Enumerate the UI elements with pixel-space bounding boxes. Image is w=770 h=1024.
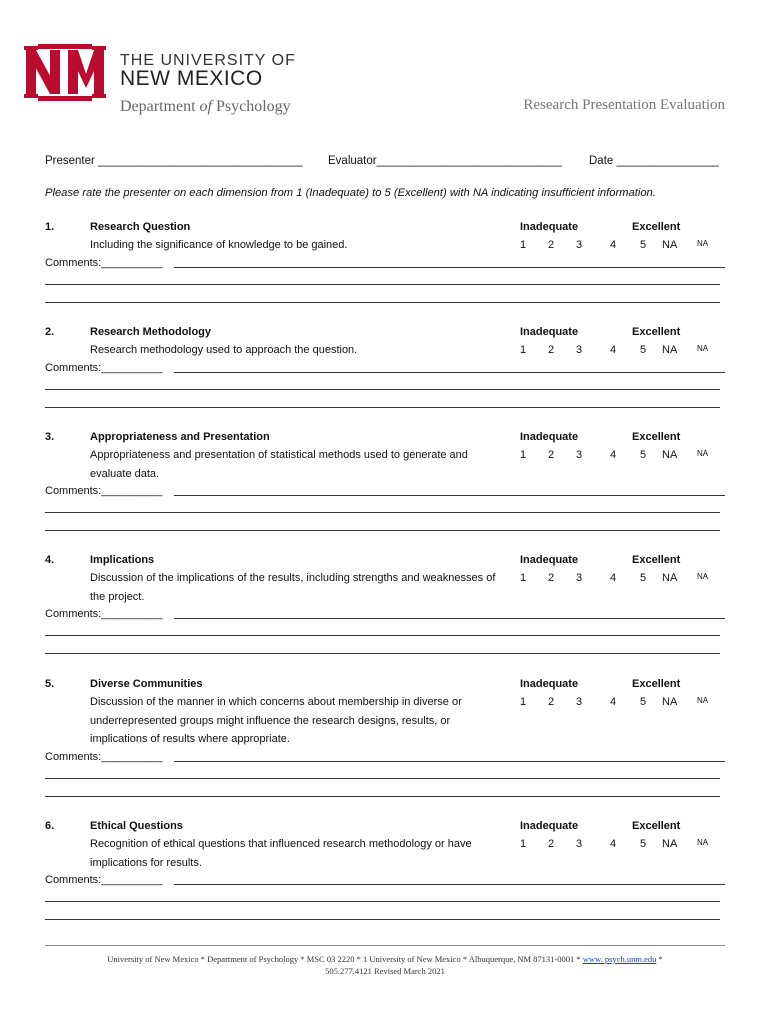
comments-line-2[interactable] bbox=[45, 635, 720, 636]
rating-4[interactable]: 4 bbox=[610, 344, 617, 356]
rating-5[interactable]: 5 bbox=[640, 572, 647, 584]
rating-1[interactable]: 1 bbox=[520, 239, 527, 251]
na-note: NA bbox=[697, 696, 709, 705]
comments-line-2[interactable] bbox=[45, 778, 720, 779]
excellent-label: Excellent bbox=[632, 221, 681, 233]
rating-4[interactable]: 4 bbox=[610, 696, 617, 708]
rating-3[interactable]: 3 bbox=[576, 239, 583, 251]
section-description: Research methodology used to approach the question. bbox=[90, 344, 358, 356]
section-number: 1. bbox=[45, 221, 55, 233]
inadequate-label: Inadequate bbox=[520, 554, 579, 566]
na-note: NA bbox=[697, 344, 709, 353]
excellent-label: Excellent bbox=[632, 820, 681, 832]
rating-5[interactable]: 5 bbox=[640, 696, 647, 708]
rating-3[interactable]: 3 bbox=[576, 572, 583, 584]
unm-logo-icon bbox=[24, 44, 106, 102]
section-description: Discussion of the manner in which concerns about membership in diverse or underrepresented groups might influence the research designs, results, or implications of results where appropriate. bbox=[90, 696, 462, 745]
rating-2[interactable]: 2 bbox=[548, 572, 555, 584]
section-title: Implications bbox=[90, 554, 155, 566]
na-note: NA bbox=[697, 449, 709, 458]
rating-5[interactable]: 5 bbox=[640, 838, 647, 850]
comments-line[interactable] bbox=[174, 495, 725, 496]
comments-label: Comments:__________ bbox=[45, 256, 163, 269]
rating-5[interactable]: 5 bbox=[640, 344, 647, 356]
comments-line-3[interactable] bbox=[45, 407, 720, 408]
section-number: 3. bbox=[45, 431, 55, 443]
comments-label: Comments:__________ bbox=[45, 361, 163, 374]
rating-4[interactable]: 4 bbox=[610, 838, 617, 850]
section-description: Recognition of ethical questions that influenced research methodology or have implications for results. bbox=[90, 838, 472, 869]
rating-na[interactable]: NA bbox=[662, 239, 678, 251]
rating-4[interactable]: 4 bbox=[610, 449, 617, 461]
comments-line-3[interactable] bbox=[45, 530, 720, 531]
inadequate-label: Inadequate bbox=[520, 820, 579, 832]
rating-na[interactable]: NA bbox=[662, 344, 678, 356]
rating-na[interactable]: NA bbox=[662, 696, 678, 708]
rating-1[interactable]: 1 bbox=[520, 696, 527, 708]
footer-divider bbox=[45, 945, 725, 946]
excellent-label: Excellent bbox=[632, 431, 681, 443]
comments-line-2[interactable] bbox=[45, 284, 720, 285]
comments-label: Comments:__________ bbox=[45, 750, 163, 763]
university-name-line2: NEW MEXICO bbox=[120, 67, 263, 90]
na-note: NA bbox=[697, 572, 709, 581]
department-name: Department of Psychology bbox=[120, 98, 291, 115]
rating-1[interactable]: 1 bbox=[520, 838, 527, 850]
rating-na[interactable]: NA bbox=[662, 449, 678, 461]
comments-line-3[interactable] bbox=[45, 919, 720, 920]
date-field[interactable]: Date ________________ bbox=[589, 155, 719, 167]
comments-line[interactable] bbox=[174, 267, 725, 268]
section-description: Appropriateness and presentation of statistical methods used to generate and evaluate data. bbox=[90, 449, 468, 480]
rating-1[interactable]: 1 bbox=[520, 572, 527, 584]
section-number: 2. bbox=[45, 326, 55, 338]
na-note: NA bbox=[697, 838, 709, 847]
inadequate-label: Inadequate bbox=[520, 678, 579, 690]
inadequate-label: Inadequate bbox=[520, 431, 579, 443]
comments-line[interactable] bbox=[174, 372, 725, 373]
rating-instructions: Please rate the presenter on each dimension from 1 (Inadequate) to 5 (Excellent) with NA indicating insufficient information. bbox=[45, 187, 656, 199]
comments-line-3[interactable] bbox=[45, 302, 720, 303]
rating-1[interactable]: 1 bbox=[520, 344, 527, 356]
section-number: 4. bbox=[45, 554, 55, 566]
section-title: Diverse Communities bbox=[90, 678, 203, 690]
excellent-label: Excellent bbox=[632, 326, 681, 338]
rating-2[interactable]: 2 bbox=[548, 239, 555, 251]
footer-phone-revised: 505.277.4121 Revised March 2021 bbox=[325, 966, 445, 976]
excellent-label: Excellent bbox=[632, 554, 681, 566]
evaluator-field[interactable]: Evaluator_____________________________ bbox=[328, 155, 563, 167]
na-note: NA bbox=[697, 239, 709, 248]
website-link[interactable]: www. psych.unm.edu bbox=[582, 954, 657, 964]
presenter-field[interactable]: Presenter ________________________________ bbox=[45, 155, 303, 167]
rating-2[interactable]: 2 bbox=[548, 696, 555, 708]
section-title: Appropriateness and Presentation bbox=[90, 431, 270, 443]
comments-line-3[interactable] bbox=[45, 653, 720, 654]
excellent-label: Excellent bbox=[632, 678, 681, 690]
footer-address: University of New Mexico * Department of Psychology * MSC 03 2220 * 1 University of New Mexico * Albuquerque, NM 87131-0001 * www. psych.unm.edu * bbox=[107, 954, 663, 964]
rating-2[interactable]: 2 bbox=[548, 449, 555, 461]
comments-line[interactable] bbox=[174, 761, 725, 762]
rating-2[interactable]: 2 bbox=[548, 344, 555, 356]
rating-3[interactable]: 3 bbox=[576, 696, 583, 708]
rating-3[interactable]: 3 bbox=[576, 838, 583, 850]
section-title: Research Methodology bbox=[90, 326, 212, 338]
rating-na[interactable]: NA bbox=[662, 838, 678, 850]
comments-line-2[interactable] bbox=[45, 512, 720, 513]
rating-4[interactable]: 4 bbox=[610, 572, 617, 584]
university-name-line1: THE UNIVERSITY OF bbox=[120, 52, 296, 69]
inadequate-label: Inadequate bbox=[520, 221, 579, 233]
comments-line-2[interactable] bbox=[45, 389, 720, 390]
comments-line[interactable] bbox=[174, 618, 725, 619]
rating-1[interactable]: 1 bbox=[520, 449, 527, 461]
rating-3[interactable]: 3 bbox=[576, 449, 583, 461]
rating-2[interactable]: 2 bbox=[548, 838, 555, 850]
section-description: Discussion of the implications of the results, including strengths and weaknesses of the project. bbox=[90, 572, 496, 603]
rating-na[interactable]: NA bbox=[662, 572, 678, 584]
comments-line-3[interactable] bbox=[45, 796, 720, 797]
rating-3[interactable]: 3 bbox=[576, 344, 583, 356]
comments-label: Comments:__________ bbox=[45, 485, 163, 497]
comments-line-2[interactable] bbox=[45, 901, 720, 902]
inadequate-label: Inadequate bbox=[520, 326, 579, 338]
section-number: 5. bbox=[45, 678, 55, 690]
section-title: Ethical Questions bbox=[90, 820, 183, 832]
section-number: 6. bbox=[45, 820, 55, 832]
comments-label: Comments:__________ bbox=[45, 874, 163, 886]
form-title: Research Presentation Evaluation bbox=[523, 97, 725, 113]
comments-line[interactable] bbox=[174, 884, 725, 885]
section-title: Research Question bbox=[90, 221, 191, 233]
rating-5[interactable]: 5 bbox=[640, 449, 647, 461]
rating-4[interactable]: 4 bbox=[610, 239, 617, 251]
comments-label: Comments:__________ bbox=[45, 608, 163, 620]
section-description: Including the significance of knowledge to be gained. bbox=[90, 239, 348, 251]
rating-5[interactable]: 5 bbox=[640, 239, 647, 251]
